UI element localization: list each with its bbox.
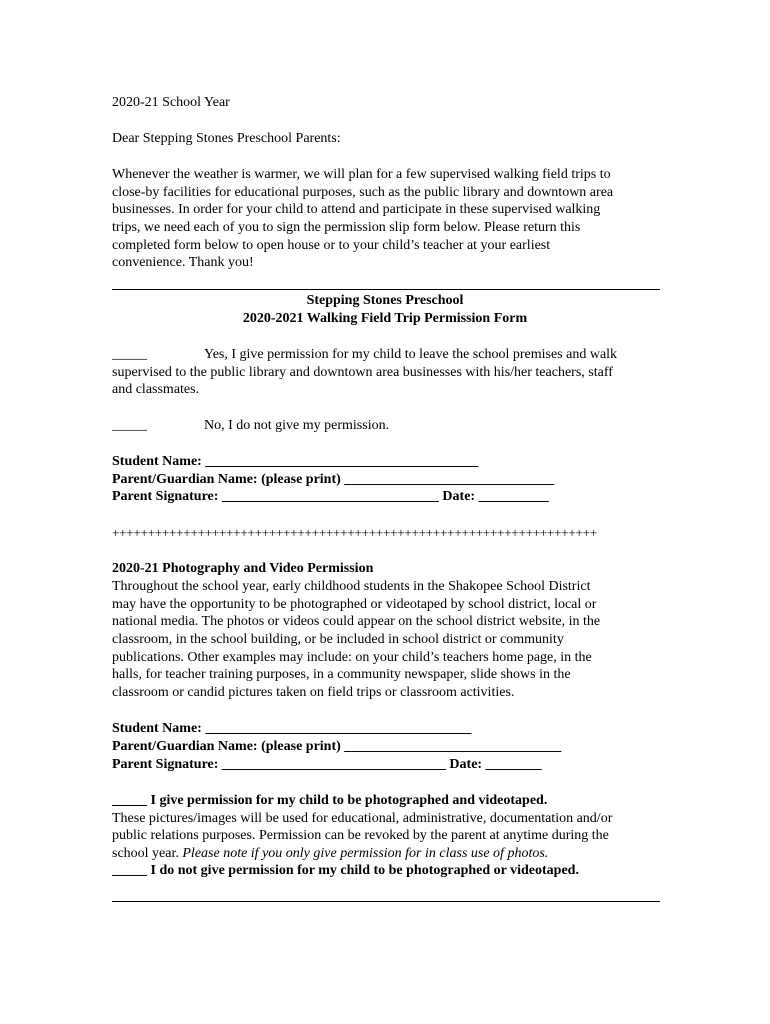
guardian-name-field[interactable]: Parent/Guardian Name: (please print) ______________________________ <box>112 472 555 487</box>
field-trip-form-subtitle: 2020-2021 Walking Field Trip Permission Form <box>242 311 528 326</box>
photo-uses-text <box>112 845 548 863</box>
photo-parent-signature-field[interactable]: Parent Signature: ________________________________ Date: ________ <box>112 757 542 772</box>
deny-photo-permission-option[interactable]: _____ I do not give permission for my child to be photographed or videotaped. <box>112 863 579 878</box>
photo-student-name-field[interactable]: Student Name: ______________________________________ <box>112 721 472 736</box>
intro-line: close-by facilities for educational purposes, such as the public library and downtown area <box>112 185 614 200</box>
yes-checkbox-blank[interactable]: _____ <box>112 347 147 362</box>
photo-guardian-name-field[interactable]: Parent/Guardian Name: (please print) _______________________________ <box>112 739 562 754</box>
intro-line: trips, we need each of you to sign the permission slip form below. Please return this <box>112 220 581 235</box>
no-checkbox-blank[interactable]: _____ <box>112 418 147 433</box>
photo-body-line: national media. The photos or videos could appear on the school district website, in the <box>112 614 601 629</box>
no-option-text: No, I do not give my permission. <box>204 418 390 433</box>
photo-uses-text: These pictures/images will be used for educational, administrative, documentation and/or <box>112 811 613 826</box>
student-name-field[interactable]: Student Name: _______________________________________ <box>112 454 479 469</box>
photo-body-line: classroom, in the school building, or be included in school district or community <box>112 632 564 647</box>
intro-line: Whenever the weather is warmer, we will plan for a few supervised walking field trips to <box>112 167 611 182</box>
intro-line: completed form below to open house or to your child’s teacher at your earliest <box>112 238 551 253</box>
photo-body-line: classroom or candid pictures taken on field trips or classroom activities. <box>112 685 515 700</box>
photo-body-line: may have the opportunity to be photographed or videotaped by school district, local or <box>112 597 597 612</box>
parent-signature-field[interactable]: Parent Signature: _______________________________ Date: __________ <box>112 489 549 504</box>
plus-separator: ++++++++++++++++++++++++++++++++++++++++++++++++++++++++++++++++++++ <box>112 525 597 540</box>
salutation: Dear Stepping Stones Preschool Parents: <box>112 131 341 146</box>
school-year: 2020-21 School Year <box>112 95 230 110</box>
yes-option-text-cont: supervised to the public library and downtown area businesses with his/her teachers, staff <box>112 365 613 380</box>
photo-permission-title: 2020-21 Photography and Video Permission <box>112 561 374 576</box>
photo-class-use-note: Please note if you only give permission for in class use of photos. <box>182 846 549 861</box>
give-photo-permission-option[interactable]: _____ I give permission for my child to be photographed and videotaped. <box>112 793 548 808</box>
photo-body-line: halls, for teacher training purposes, in a community newspaper, slide shows in the <box>112 667 571 682</box>
photo-body-line: Throughout the school year, early childhood students in the Shakopee School District <box>112 579 591 594</box>
yes-option-text-cont: and classmates. <box>112 382 200 397</box>
section-divider-top <box>112 289 660 290</box>
section-divider-bottom <box>112 901 660 902</box>
photo-uses-text: public relations purposes. Permission can be revoked by the parent at anytime during the <box>112 828 609 843</box>
intro-line: businesses. In order for your child to attend and participate in these supervised walking <box>112 202 601 217</box>
photo-uses-plain: school year. <box>112 846 183 861</box>
photo-body-line: publications. Other examples may include: on your child’s teachers home page, in the <box>112 650 592 665</box>
yes-option-text: Yes, I give permission for my child to leave the school premises and walk <box>204 347 618 362</box>
field-trip-form-title: Stepping Stones Preschool <box>306 293 464 308</box>
intro-line: convenience. Thank you! <box>112 255 254 270</box>
